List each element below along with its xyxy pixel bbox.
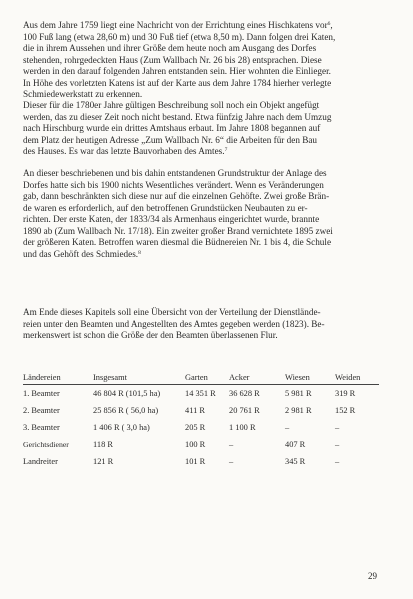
paragraph-line: nach Hirschburg wurde ein drittes Amtshaus erbaut. Im Jahre 1808 begannen auf [23, 123, 321, 133]
paragraph-line: Am Ende dieses Kapitels soll eine Übersicht von der Verteilung der Dienstlände- [23, 307, 321, 317]
column-header: Insgesamt [93, 372, 127, 382]
paragraph-line: die in ihrem Aussehen und ihrer Größe dem heute noch am Ausgang des Dorfes [23, 43, 317, 53]
table-cell: 319 R [335, 389, 356, 398]
table-cell: Gerichtsdiener [23, 440, 69, 449]
table-cell: 118 R [93, 440, 113, 449]
paragraph-line: dem Platz der heutigen Adresse „Zum Wallbach Nr. 6“ die Arbeiten für den Bau [23, 134, 318, 145]
column-header: Ländereien [23, 372, 61, 382]
paragraph-1 [23, 20, 379, 101]
table-header-row [23, 370, 379, 385]
paragraph-line: werden in den darauf folgenden Jahren entstanden sein. Hier wohnten die Einlieger. [23, 66, 331, 76]
footnote-ref: 7 [224, 147, 228, 153]
table-row [23, 402, 379, 419]
table-row [23, 436, 379, 453]
paragraph-line: 100 Fuß lang (etwa 28,60 m) und 30 Fuß tief (etwa 8,50 m). Dann folgen drei Katen, [23, 31, 336, 42]
paragraph-line: Aus dem Jahre 1759 liegt eine Nachricht von der Errichtung eines Hischkatens vor$^6$, [23, 20, 333, 30]
paragraph-line: gab, dann beschränkten sich diese nur auf die einzelnen Gehöfte. Zwei große Brän- [23, 191, 330, 201]
table-cell: Landreiter [23, 457, 58, 466]
paragraph-line: des Hauses. Es war das letzte Bauvorhaben des Amtes.$^7$ [23, 146, 228, 156]
paragraph-line: merkenswert ist schon die Größe der den Beamten überlassenen Flur. [23, 330, 278, 340]
table-cell: 411 R [185, 406, 205, 415]
table-cell: – [285, 423, 290, 432]
footnote-ref: 6 [327, 21, 331, 27]
page-number: 29 [368, 571, 377, 581]
table-cell: 152 R [335, 406, 356, 415]
table-cell: 5 981 R [285, 389, 312, 398]
paragraph-line: reien unter den Beamten und Angestellten des Amtes gegeben werden (1823). Be- [23, 318, 325, 329]
column-header: Weiden [335, 372, 361, 382]
table-cell: – [229, 440, 234, 449]
paragraph-line: In Höhe des vorletzten Katens ist auf der Karte aus dem Jahre 1784 hierher verlegte [23, 77, 332, 88]
land-distribution-table [23, 370, 379, 470]
paragraph-2 [23, 100, 379, 158]
table-cell: – [335, 457, 340, 466]
paragraph-line: Dorfes hatte sich bis 1900 nichts Wesentliches verändert. Wenn es Veränderungen [23, 179, 324, 190]
table-cell: 2. Beamter [23, 406, 60, 415]
table-cell: 1 100 R [229, 423, 256, 432]
table-cell: 121 R [93, 457, 114, 466]
table-row [23, 385, 379, 402]
table-row [23, 419, 379, 436]
paragraph-line: Dieser für die 1780er Jahre gültigen Beschreibung soll noch ein Objekt angefügt [23, 100, 320, 110]
table-cell: 100 R [185, 440, 206, 449]
table-cell: 345 R [285, 457, 306, 466]
table-cell: 1. Beamter [23, 389, 60, 398]
table-cell: 14 351 R [185, 389, 216, 398]
table-cell: 2 981 R [285, 406, 312, 415]
paragraph-line: 1890 ab (Zum Wallbach Nr. 17/18). Ein zweiter großer Brand vernichtete 1895 zwei [23, 225, 333, 236]
paragraph-line: richten. Der erste Katen, der 1833/34 als Armenhaus eingerichtet wurde, brannte [23, 214, 320, 224]
column-header: Acker [229, 372, 250, 382]
column-header: Garten [185, 372, 208, 382]
table-cell: – [335, 440, 340, 449]
table-cell: 36 628 R [229, 389, 260, 398]
table-cell: 25 856 R ( 56,0 ha) [93, 406, 159, 415]
table-cell: 1 406 R ( 3,0 ha) [93, 423, 150, 432]
paragraph-line: de waren es erforderlich, auf den betroffenen Grundstücken Neubauten zu er- [23, 202, 308, 213]
table-cell: 20 761 R [229, 406, 260, 415]
footnote-ref: 8 [138, 249, 141, 256]
table-cell: 101 R [185, 457, 206, 466]
paragraph-line: der größeren Katen. Betroffen waren diesmal die Büdnereien Nr. 1 bis 4, die Schule [23, 237, 332, 247]
paragraph-line: und das Gehöft des Schmiedes.$^8$ [23, 248, 141, 259]
table-cell: – [335, 423, 340, 432]
table-cell: – [229, 457, 234, 466]
table-cell: 46 804 R (101,5 ha) [93, 389, 161, 398]
table-cell: 3. Beamter [23, 423, 60, 432]
paragraph-3 [23, 168, 379, 260]
paragraph-line: Schmiedewerkstatt zu erkennen. [23, 89, 143, 99]
paragraph-4 [23, 307, 379, 342]
paragraph-line: stehenden, rohrgedeckten Haus (Zum Wallbach Nr. 26 bis 28) entsprachen. Diese [23, 54, 322, 65]
paragraph-line: werden, das zu dieser Zeit noch nicht bestand. Etwa fünfzig Jahre nach dem Umzug [23, 111, 332, 122]
table-cell: 407 R [285, 440, 306, 449]
column-header: Wiesen [285, 372, 310, 382]
paragraph-line: An dieser beschriebenen und bis dahin entstandenen Grundstruktur der Anlage des [23, 168, 327, 178]
table-row [23, 453, 379, 470]
table-cell: 205 R [185, 423, 206, 432]
